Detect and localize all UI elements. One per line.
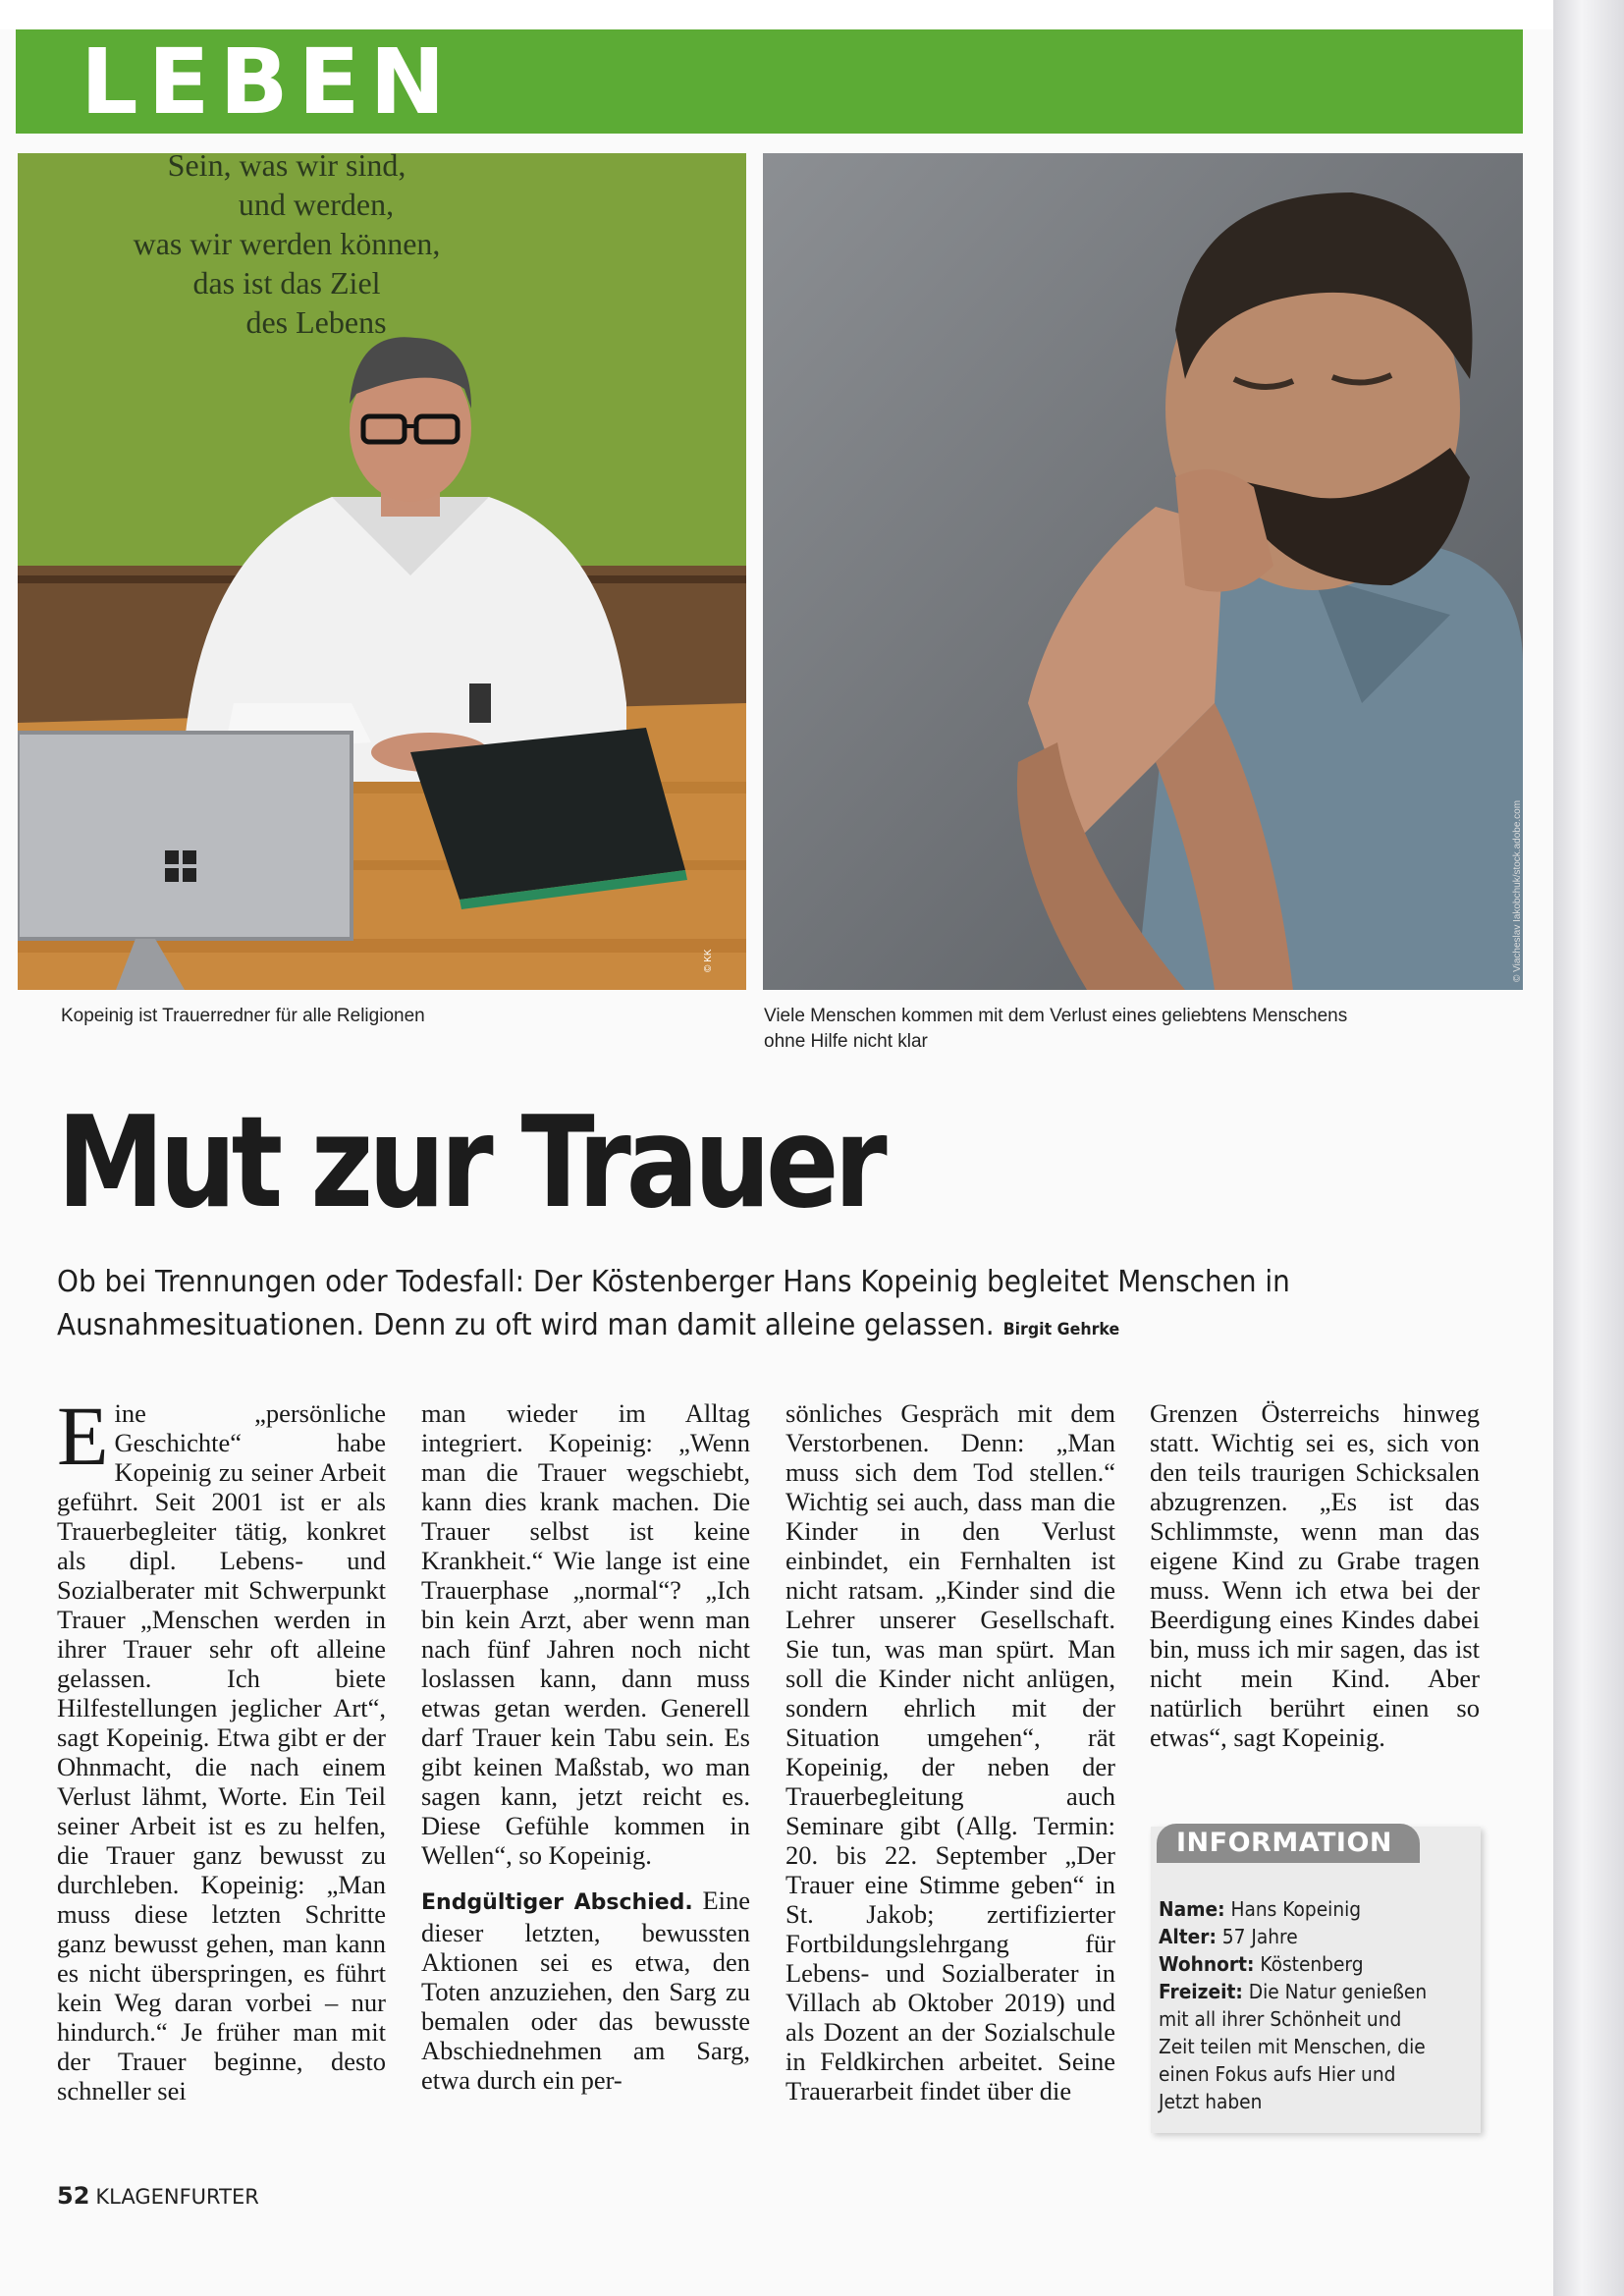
top-margin (0, 0, 1553, 29)
column-4-text: Grenzen Österreichs hinweg statt. Wichtig sei es, sich von den teils traurigen Schicksalen abzugrenzen. „Es ist das Schlimmste, wenn man das eigene Kind zu Grabe tragen muss. Wenn ich etwa bei der Beerdigung eines Kindes dabei bin, muss ich mir sagen, das ist nicht mein Kind. Aber natürlich berührt einen so etwas“, sagt Kopeinig. (1150, 1398, 1480, 1752)
wall-quote (81, 153, 493, 342)
info-row-leisure (1159, 1978, 1439, 2115)
article-column-4 (1150, 1398, 1480, 1752)
photo-grieving-man (763, 153, 1523, 990)
wall-quote-line: des Lebens (245, 304, 387, 340)
info-value: Hans Kopeinig (1230, 1897, 1362, 1921)
info-value: 57 Jahre (1221, 1925, 1298, 1948)
caption-left: Kopeinig ist Trauerredner für alle Religionen (61, 1006, 425, 1026)
caption-right: Viele Menschen kommen mit dem Verlust eines geliebtens Menschens ohne Hilfe nicht klar (764, 1006, 1348, 1052)
wall-quote-line: was wir werden können, (133, 226, 441, 261)
lead-text: Ob bei Trennungen oder Todesfall: Der Köstenberger Hans Kopeinig begleitet Menschen in Ausnahmesituationen. Denn zu oft wird man damit alleine gelassen. (57, 1265, 1290, 1342)
section-header (16, 29, 1523, 134)
article-column-2 (421, 1398, 750, 2095)
info-row-residence (1159, 1950, 1439, 1978)
wall-quote-line: und werden, (238, 187, 395, 222)
column-2-section (421, 1886, 750, 2095)
info-label: Freizeit: (1159, 1980, 1243, 2003)
info-label: Wohnort: (1159, 1952, 1255, 1976)
wall-quote-line: Sein, was wir sind, (167, 153, 406, 183)
wall-quote-line: das ist das Ziel (192, 265, 381, 301)
info-row-name (1159, 1895, 1439, 1923)
article-column-1 (57, 1389, 386, 2105)
info-box-title: INFORMATION (1176, 1828, 1393, 1858)
info-label: Name: (1159, 1897, 1225, 1921)
info-row-age (1159, 1923, 1439, 1950)
photo-kopeinig (18, 153, 746, 990)
drop-cap: E (57, 1389, 109, 1483)
info-value: Köstenberg (1260, 1952, 1364, 1976)
photo-credit-right: © Viacheslav Iakobchuk/stock.adobe.com (1512, 799, 1523, 982)
author-byline: Birgit Gehrke (1002, 1320, 1120, 1339)
page-number: 52 (57, 2182, 90, 2210)
column-1-text: ine „persönliche Geschichte“ habe Kopeinig zu seiner Arbeit geführt. Seit 2001 ist er als Trauerbegleiter tätig, konkret als dipl. Lebens- und Sozialberater mit Schwerpunkt Trauer „Menschen werden in ihrer Trauer sehr oft alleine gelassen. Ich biete Hilfestellungen jeglicher Art“, sagt Kopeinig. Etwa gibt er der Ohnmacht, die nach einem Verlust lähmt, Worte. Ein Teil seiner Arbeit ist es zu helfen, die Trauer ganz bewusst zu durchleben. Kopeinig: „Man muss diese letzten Schritte ganz bewusst gehen, man kann es nicht überspringen, es führt kein Weg daran vorbei – nur hindurch.“ Je früher man mit der Trauer beginne, desto schneller sei (57, 1398, 386, 2105)
info-box-tab (1157, 1824, 1420, 1863)
info-box-content (1159, 1895, 1439, 2115)
column-2-text-b: Eine dieser letzten, bewussten Aktionen sei es etwa, den Toten anzuziehen, den Sarg zu bemalen oder das bewusste Abschiednehmen am Sarg, etwa durch ein per- (421, 1886, 751, 2095)
column-2-text: man wieder im Alltag integriert. Kopeinig: „Wenn man die Trauer wegschiebt, kann dies krank machen. Die Trauer selbst ist keine Krankheit.“ Wie lange ist eine Trauerphase „normal“? „Ich bin kein Arzt, aber wenn man nach fünf Jahren noch nicht loslassen kann, dann muss etwas getan werden. Generell darf Trauer kein Tabu sein. Es gibt keinen Maßstab, wo man sagen kann, jetzt reicht es. Diese Gefühle kommen in Wellen“, so Kopeinig. (421, 1398, 750, 1870)
article-lead (57, 1261, 1354, 1351)
page-edge (1553, 0, 1624, 2296)
info-label: Alter: (1159, 1925, 1217, 1948)
photo-credit-left: © KK (703, 949, 714, 972)
subheading: Endgültiger Abschied. (421, 1890, 693, 1915)
info-value: Die Natur genießen mit all ihrer Schönheit und Zeit teilen mit Menschen, die einen Fokus aufs Hier und Jetzt haben (1159, 1980, 1428, 2113)
article-headline: Mut zur Trauer (57, 1090, 883, 1236)
page-footer (57, 2182, 259, 2210)
article-column-3 (785, 1398, 1115, 2105)
section-title: LEBEN (81, 29, 456, 135)
photo-grieving-man-illustration (763, 153, 1523, 990)
column-3-text: sönliches Gespräch mit dem Verstorbenen. Denn: „Man muss sich dem Tod stellen.“ Wichtig sei auch, dass man die Kinder in den Verlust einbindet, ein Fernhalten ist nicht ratsam. „Kinder sind die Lehrer unserer Gesellschaft. Sie tun, was man spürt. Man soll die Kinder nicht anlügen, sondern ehrlich mit der Situation umgehen“, rät Kopeinig, der neben der Trauerbegleitung auch Seminare gibt (Allg. Termin: 20. bis 22. September „Der Trauer eine Stimme geben“ in St. Jakob; zertifizierter Fortbildungslehrgang für Lebens- und Sozialberater in Villach ab Oktober 2019) und als Dozent an der Sozialschule in Feldkirchen arbeitet. Seine Trauerarbeit findet über die (785, 1398, 1115, 2105)
magazine-name: KLAGENFURTER (95, 2185, 259, 2209)
